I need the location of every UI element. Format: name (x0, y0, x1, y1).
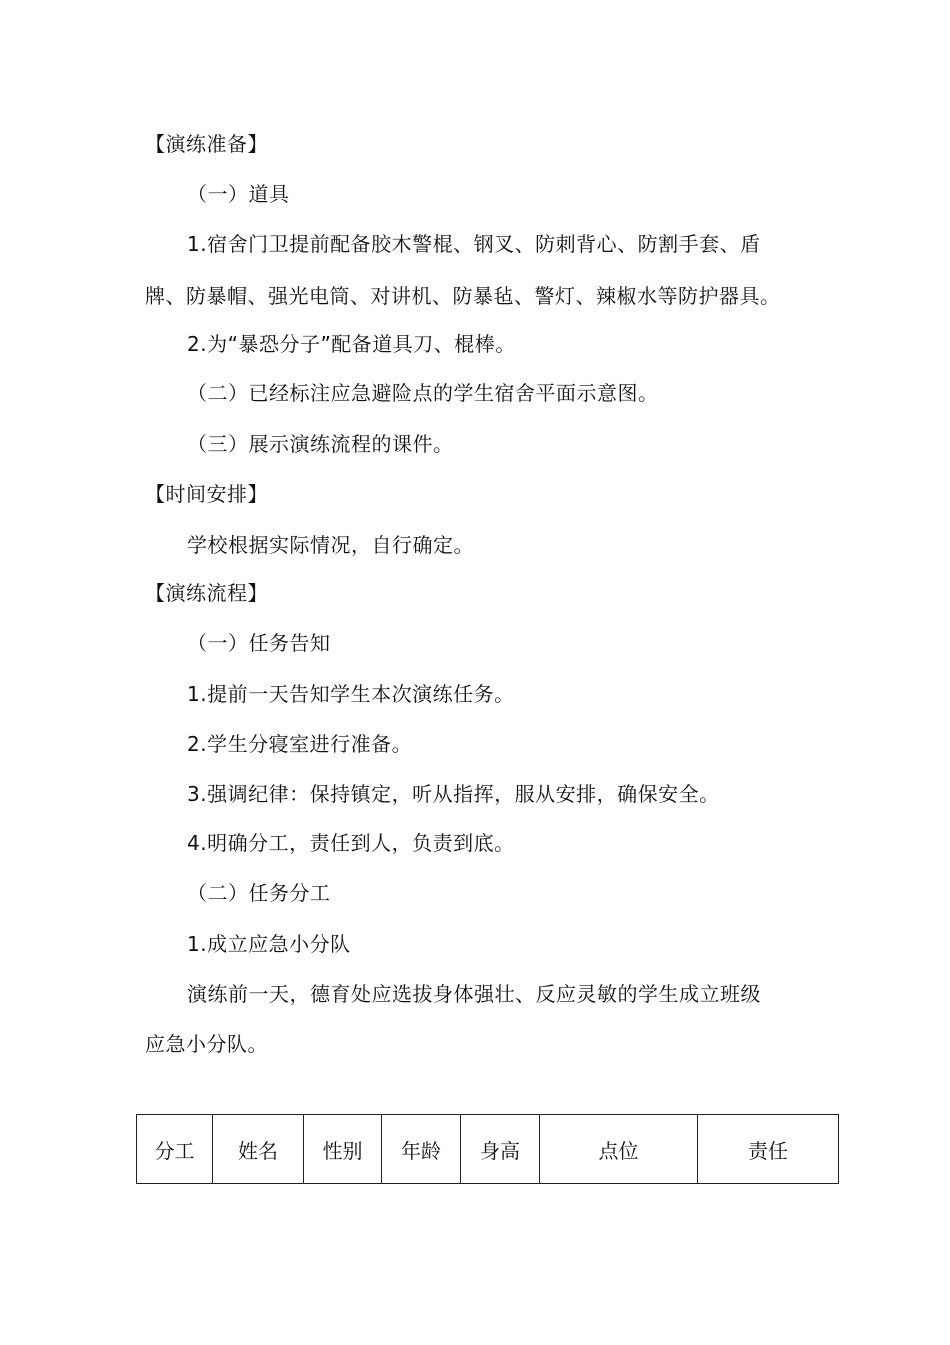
table-header-cell: 年龄 (382, 1115, 461, 1184)
team-table (136, 1114, 839, 1184)
subheading-division: （二）任务分工 (187, 881, 331, 905)
section-heading-prep: 【演练准备】 (145, 132, 268, 156)
subheading-notice: （一）任务告知 (187, 631, 331, 655)
paragraph-division-1: 1.成立应急小分队 (187, 932, 351, 956)
section-heading-flow: 【演练流程】 (145, 581, 268, 605)
paragraph-props-1-cont: 牌、防暴帽、强光电筒、对讲机、防暴毡、警灯、辣椒水等防护器具。 (145, 284, 781, 308)
table-header-cell: 性别 (304, 1115, 382, 1184)
table-header-cell: 姓名 (213, 1115, 304, 1184)
section-heading-time: 【时间安排】 (145, 482, 268, 506)
paragraph-notice-4: 4.明确分工，责任到人，负责到底。 (187, 831, 515, 855)
paragraph-division-text: 演练前一天，德育处应选拔身体强壮、反应灵敏的学生成立班级 (187, 982, 761, 1006)
table-header-cell: 分工 (137, 1115, 213, 1184)
subheading-props: （一）道具 (187, 182, 290, 206)
paragraph-notice-1: 1.提前一天告知学生本次演练任务。 (187, 682, 515, 706)
table-header-cell: 责任 (698, 1115, 839, 1184)
paragraph-props-1: 1.宿舍门卫提前配备胶木警棍、钢叉、防刺背心、防割手套、盾 (187, 232, 761, 256)
table-header-cell: 点位 (540, 1115, 698, 1184)
table-header-cell: 身高 (461, 1115, 540, 1184)
paragraph-notice-3: 3.强调纪律：保持镇定，听从指挥，服从安排，确保安全。 (187, 782, 720, 806)
paragraph-division-text-cont: 应急小分队。 (145, 1032, 268, 1056)
item-floor-plan: （二）已经标注应急避险点的学生宿舍平面示意图。 (187, 381, 659, 405)
paragraph-props-2: 2.为“暴恐分子”配备道具刀、棍棒。 (187, 332, 516, 356)
paragraph-time: 学校根据实际情况，自行确定。 (187, 533, 474, 557)
table-header-row (137, 1115, 839, 1184)
item-courseware: （三）展示演练流程的课件。 (187, 432, 454, 456)
paragraph-notice-2: 2.学生分寝室进行准备。 (187, 732, 413, 756)
